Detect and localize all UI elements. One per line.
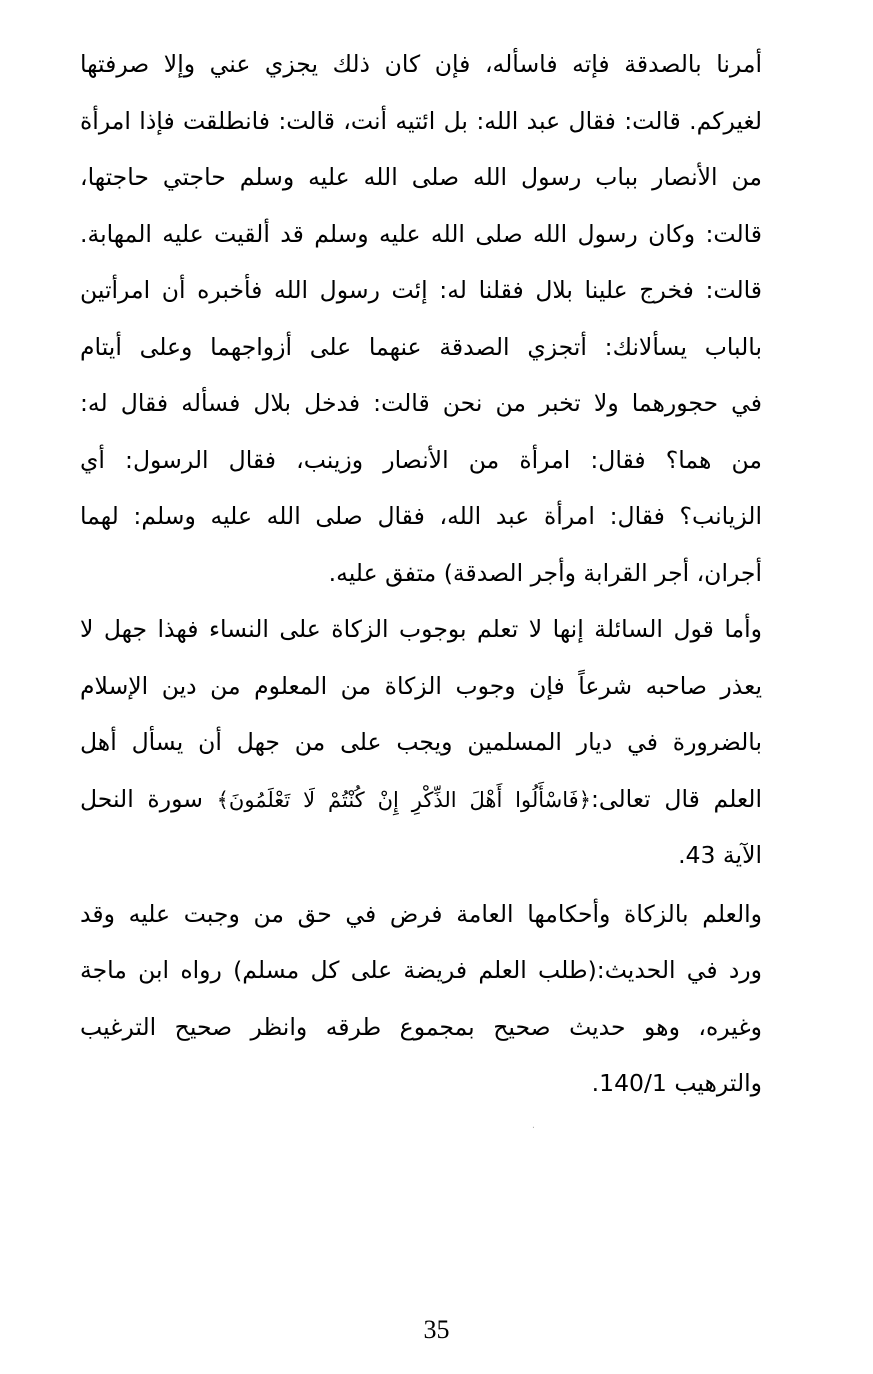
text-line: أجران، أجر القرابة وأجر الصدقة) متفق عليه. [328,558,762,587]
text-line: بالباب يسألانك: أتجزي الصدقة عنهما على أزواجهما وعلى أيتام [80,332,762,361]
text-line: قالت: وكان رسول الله صلى الله عليه وسلم قد ألقيت عليه المهابة. [80,219,762,248]
text-line: في حجورهما ولا تخبر من نحن قالت: فدخل بلال فسأله فقال له: [80,389,762,417]
text-line: والعلم بالزكاة وأحكامها العامة فرض في حق من وجبت عليه وقد [80,899,762,928]
text-line: من هما؟ فقال: امرأة من الأنصار وزينب، فقال الرسول: أي [80,445,762,474]
page-body [80,36,762,1112]
text-segment: سورة النحل [80,784,217,813]
text-line: والترهيب 140/1. [591,1069,762,1097]
text-line: أمرنا بالصدقة فإته فاسأله، فإن كان ذلك يجزي عني وإلا صرفتها [80,50,762,78]
text-line: ورد في الحديث:(طلب العلم فريضة على كل مسلم) رواه ابن ماجة [80,956,762,984]
quran-verse: ﴿فَاسْأَلُوا أَهْلَ الذِّكْرِ إِنْ كُنْتُمْ لَا تَعْلَمُونَ﴾ [216,787,591,812]
text-line: وغيره، وهو حديث صحيح بمجموع طرقه وانظر صحيح الترغيب [80,1012,762,1041]
text-line: قالت: فخرج علينا بلال فقلنا له: إئت رسول الله فأخبره أن امرأتين [80,276,762,304]
text-line: بالضرورة في ديار المسلمين ويجب على من جهل أن يسأل أهل [80,728,762,756]
scan-speck: · [531,1123,535,1134]
paragraph-hadith [80,36,762,601]
paragraph-ruling [80,601,762,884]
text-line: الآية 43. [678,841,762,869]
text-segment: العلم قال تعالى: [591,784,762,813]
paragraph-knowledge [80,886,762,1112]
page-number: 35 [423,1315,450,1344]
quran-citation-line [80,771,762,828]
text-line: يعذر صاحبه شرعاً فإن وجوب الزكاة من المعلوم من دين الإسلام [80,671,762,700]
text-line: لغيركم. قالت: فقال عبد الله: بل ائتيه أنت، قالت: فانطلقت فإذا امرأة [80,106,762,135]
text-line: وأما قول السائلة إنها لا تعلم بوجوب الزكاة على النساء فهذا جهل لا [80,615,762,643]
text-line: من الأنصار بباب رسول الله صلى الله عليه وسلم حاجتي حاجتها، [80,163,762,191]
text-line: الزيانب؟ فقال: امرأة عبد الله، فقال صلى الله عليه وسلم: لهما [80,502,762,530]
